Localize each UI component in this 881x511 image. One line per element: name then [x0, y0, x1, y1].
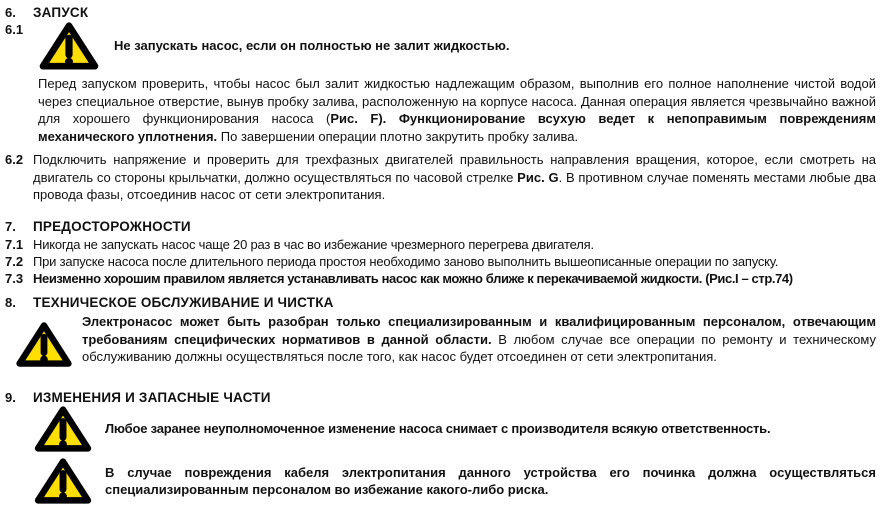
- item-number: 7.3: [5, 271, 24, 286]
- item-7-2: [0, 253, 881, 271]
- item-text: Неизменно хорошим правилом является устанавливать насос как можно ближе к перекачиваемой жидкости. (Рис.I – стр.74): [33, 271, 793, 286]
- paragraph-6-1: [38, 75, 876, 145]
- warning-text: В случае повреждения кабеля электропитания данного устройства его починка должна осуществляться специализированным персоналом во избежание какого-либо риска.: [105, 464, 876, 497]
- warning-triangle-icon: [15, 317, 73, 372]
- warning-9-2: [0, 457, 881, 505]
- item-7-3: [0, 270, 881, 288]
- item-text: Никогда не запускать насос чаще 20 раз в час во избежание чрезмерного перегрева двигателя.: [33, 237, 594, 252]
- paragraph-text-bold: Рис. G: [517, 169, 559, 185]
- section-number: 6.: [5, 5, 16, 20]
- section-9-heading: [0, 389, 881, 407]
- item-text: При запуске насоса после длительного периода простоя необходимо заново выполнить вышеописанные операции по запуску.: [33, 254, 779, 269]
- warning-triangle-icon: [33, 405, 93, 453]
- paragraph-text: . В противном случае поменять местами любые два провода фазы, отсоединив насос от сети электропитания.: [33, 169, 876, 202]
- item-6-2: [0, 151, 881, 204]
- item-number: 7.2: [5, 254, 24, 269]
- warning-text: [82, 313, 876, 366]
- section-title: ПРЕДОСТОРОЖНОСТИ: [33, 219, 191, 234]
- item-6-1: [0, 21, 881, 71]
- section-8-heading: [0, 294, 881, 312]
- paragraph-text: Перед запуском проверить, чтобы насос был залит жидкостью надлежащим образом, выполнив его полное наполнение чистой водой через специальное отверстие, вынув пробку залива, расположенную на корпусе насоса. Данная операция является чрезвычайно важной для хорошего функционирования насоса (: [38, 76, 876, 126]
- warning-9-1: [0, 405, 881, 453]
- section-6-heading: [0, 4, 881, 22]
- section-7-heading: [0, 218, 881, 236]
- warning-text: Не запускать насос, если он полностью не залит жидкостью.: [114, 38, 510, 54]
- section-number: 7.: [5, 219, 16, 234]
- warning-text: Любое заранее неуполномоченное изменение насоса снимает с производителя всякую ответственность.: [105, 421, 771, 437]
- warning-triangle-icon: [33, 457, 93, 505]
- section-number: 8.: [5, 295, 16, 310]
- paragraph-text: Подключить напряжение и проверить для трехфазных двигателей правильность направления вращения, которое, если смотреть на двигатель со стороны крыльчатки, должно осуществляться по часовой стрелке: [33, 152, 876, 185]
- paragraph-text-bold: Рис. F). Функционирование всухую ведет к непоправимым повреждениям механического уплотнения.: [38, 111, 876, 144]
- warning-text-bold: Электронасос может быть разобран только специализированным и квалифицированным персоналом, отвечающим требованиям специфических нормативов в данной области.: [82, 314, 876, 347]
- section-title: ТЕХНИЧЕСКОЕ ОБСЛУЖИВАНИЕ И ЧИСТКА: [33, 295, 334, 310]
- warning-text-rest: В любом случае все операции по ремонту и техническому обслуживанию должны осуществляться после того, как насос будет отсоединен от сети электропитания.: [82, 331, 876, 364]
- warning-6-1: [33, 21, 881, 71]
- warning-8: [0, 313, 881, 372]
- section-title: ИЗМЕНЕНИЯ И ЗАПАСНЫЕ ЧАСТИ: [33, 390, 271, 405]
- section-title: ЗАПУСК: [33, 5, 89, 20]
- warning-triangle-icon: [38, 21, 100, 71]
- item-7-1: [0, 236, 881, 254]
- section-number: 9.: [5, 390, 16, 405]
- item-number: 6.1: [5, 22, 24, 37]
- paragraph-6-2: [33, 151, 881, 204]
- paragraph-text: По завершении операции плотно закрутить пробку залива.: [217, 128, 579, 144]
- item-number: 7.1: [5, 237, 24, 252]
- item-number: 6.2: [5, 152, 24, 167]
